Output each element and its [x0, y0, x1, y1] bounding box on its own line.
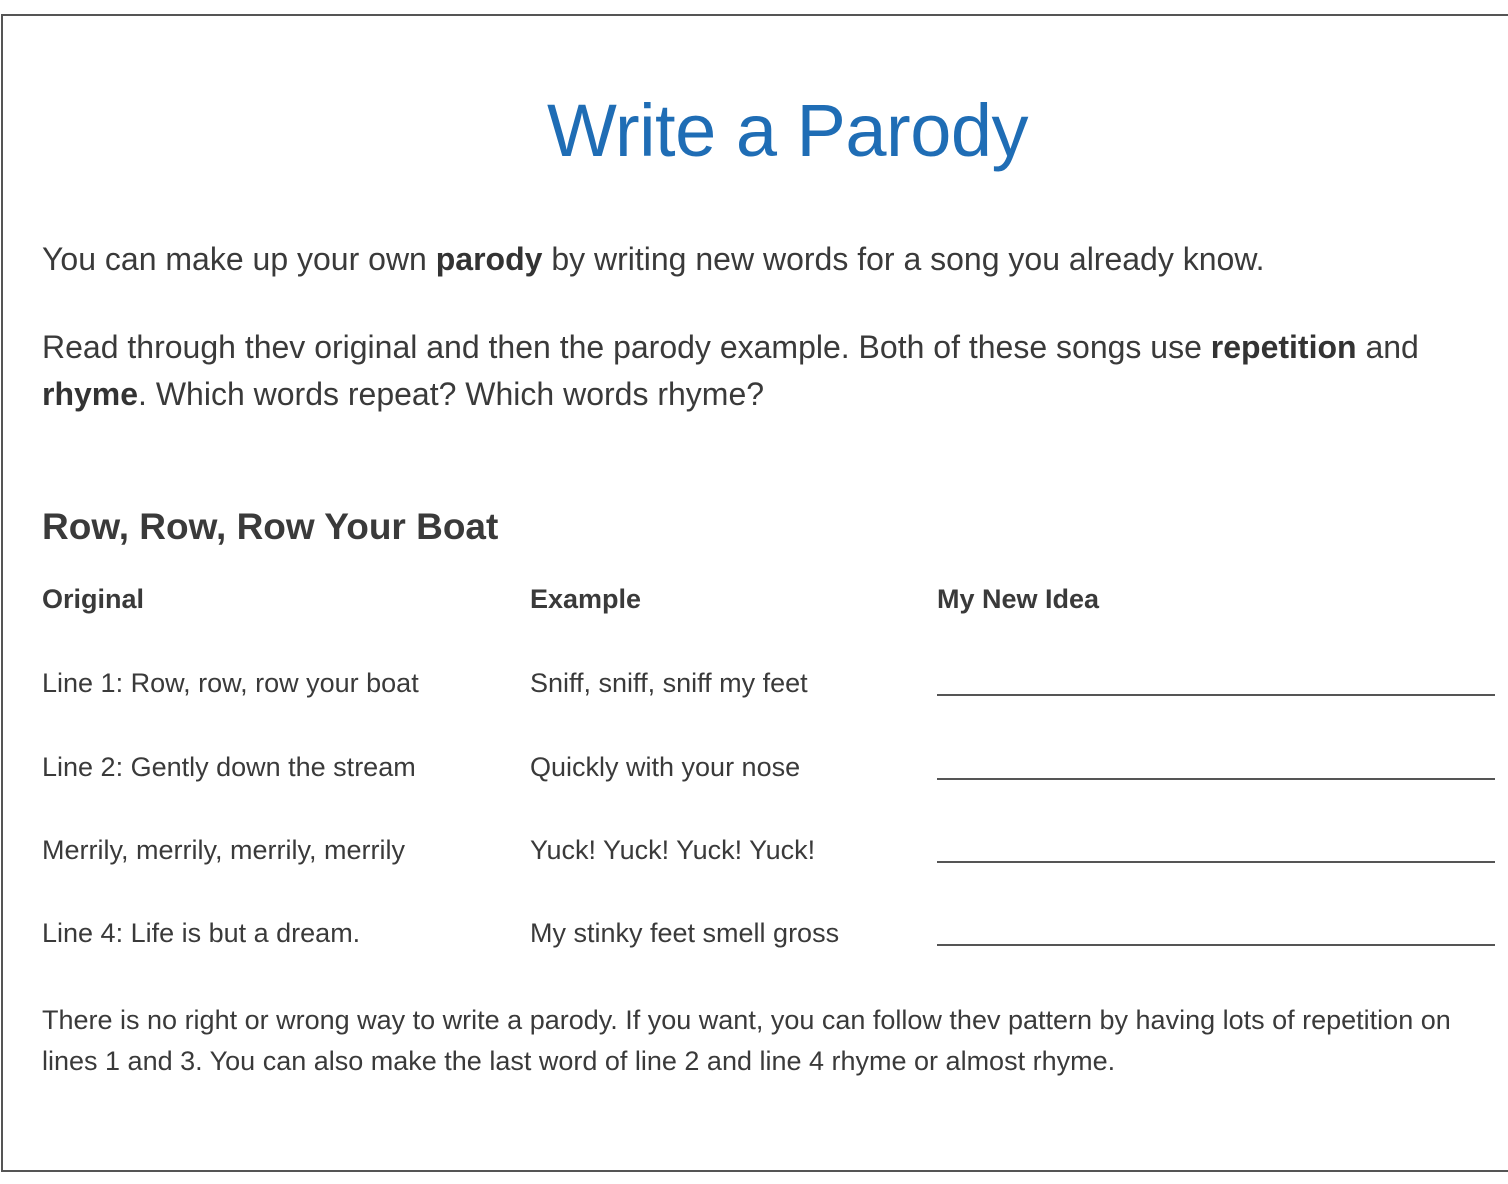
new-idea-blank-1[interactable]: [937, 694, 1495, 696]
new-idea-blank-2[interactable]: [937, 778, 1495, 780]
song-title: Row, Row, Row Your Boat: [42, 506, 499, 547]
column-header-original: Original: [42, 584, 145, 614]
closing-paragraph: There is no right or wrong way to write a parody. If you want, you can follow thev pattern by having lots of repetition on lines 1 and 3. You can also make the last word of line 2 and line 4 rhyme or almost rhyme.: [42, 1005, 1451, 1076]
intro-text: Read through thev original and then the parody example. Both of these songs use: [42, 329, 1211, 365]
example-line-1: Sniff, sniff, sniff my feet: [530, 668, 808, 698]
original-line-3: Merrily, merrily, merrily, merrily: [42, 835, 405, 865]
intro-text: by writing new words for a song you already know.: [542, 241, 1265, 277]
original-line-1: Line 1: Row, row, row your boat: [42, 668, 419, 698]
example-line-2: Quickly with your nose: [530, 752, 801, 782]
page-title: Write a Parody: [546, 89, 1029, 172]
intro-text: . Which words repeat? Which words rhyme?: [138, 376, 765, 412]
column-header-example: Example: [530, 584, 642, 614]
intro-paragraph-2: [42, 324, 1482, 418]
page-frame: [1, 14, 1508, 1172]
example-line-4: My stinky feet smell gross: [530, 918, 840, 948]
original-line-2: Line 2: Gently down the stream: [42, 752, 416, 782]
term-repetition: repetition: [1210, 329, 1357, 365]
original-line-4: Line 4: Life is but a dream.: [42, 918, 361, 948]
intro-text: and: [1356, 329, 1419, 365]
intro-paragraph-1: [42, 236, 1482, 283]
intro-text: You can make up your own: [42, 241, 436, 277]
column-header-new-idea: My New Idea: [937, 584, 1100, 614]
new-idea-blank-4[interactable]: [937, 944, 1495, 946]
term-parody: parody: [435, 241, 543, 277]
new-idea-blank-3[interactable]: [937, 861, 1495, 863]
example-line-3: Yuck! Yuck! Yuck! Yuck!: [530, 835, 816, 865]
term-rhyme: rhyme: [42, 376, 139, 412]
